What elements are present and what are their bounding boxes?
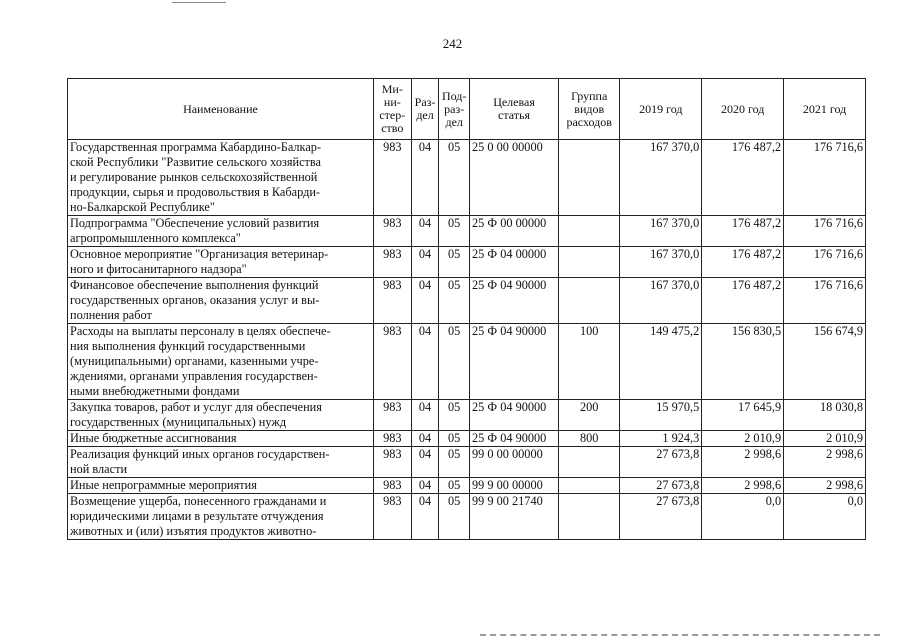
header-2020: 2020 год	[702, 79, 784, 140]
scan-artifact-top	[172, 2, 226, 5]
row-name: Государственная программа Кабардино-Балкар- ской Республики "Развитие сельского хозяйства и регулирование рынков сельскохозяйственной продукции, сырья и продовольствия в Кабарди- но-Балкарской Республике"	[68, 140, 374, 216]
row-2021: 176 716,6	[784, 278, 866, 324]
row-subsection: 05	[439, 247, 470, 278]
row-name: Закупка товаров, работ и услуг для обеспечения государственных (муниципальных) нужд	[68, 400, 374, 431]
table-row	[68, 478, 866, 494]
row-expense-group	[559, 478, 620, 494]
budget-table	[67, 78, 866, 540]
row-ministry: 983	[373, 247, 411, 278]
row-expense-group: 800	[559, 431, 620, 447]
row-subsection: 05	[439, 494, 470, 540]
row-2019: 149 475,2	[620, 324, 702, 400]
header-subsection: Под- раз- дел	[439, 79, 470, 140]
row-ministry: 983	[373, 400, 411, 431]
table-row	[68, 494, 866, 540]
table-row	[68, 431, 866, 447]
row-target: 25 0 00 00000	[470, 140, 559, 216]
row-2020: 176 487,2	[702, 278, 784, 324]
page-number: 242	[442, 36, 463, 51]
row-section: 04	[411, 247, 439, 278]
row-ministry: 983	[373, 431, 411, 447]
row-2019: 27 673,8	[620, 478, 702, 494]
table-row	[68, 247, 866, 278]
row-2019: 15 970,5	[620, 400, 702, 431]
row-ministry: 983	[373, 278, 411, 324]
row-2019: 27 673,8	[620, 494, 702, 540]
row-2021: 2 010,9	[784, 431, 866, 447]
header-2021: 2021 год	[784, 79, 866, 140]
row-ministry: 983	[373, 324, 411, 400]
row-subsection: 05	[439, 431, 470, 447]
row-2020: 176 487,2	[702, 247, 784, 278]
row-name: Реализация функций иных органов государствен- ной власти	[68, 447, 374, 478]
row-name: Финансовое обеспечение выполнения функций государственных органов, оказания услуг и вы- полнения работ	[68, 278, 374, 324]
header-name: Наименование	[68, 79, 374, 140]
row-2021: 176 716,6	[784, 247, 866, 278]
row-2019: 167 370,0	[620, 140, 702, 216]
row-expense-group	[559, 447, 620, 478]
header-target: Целевая статья	[470, 79, 559, 140]
row-target: 25 Ф 04 90000	[470, 324, 559, 400]
row-section: 04	[411, 278, 439, 324]
row-section: 04	[411, 431, 439, 447]
row-2019: 1 924,3	[620, 431, 702, 447]
header-ministry: Ми- ни- стер- ство	[373, 79, 411, 140]
row-ministry: 983	[373, 216, 411, 247]
row-name: Иные бюджетные ассигнования	[68, 431, 374, 447]
row-expense-group	[559, 216, 620, 247]
row-section: 04	[411, 324, 439, 400]
row-subsection: 05	[439, 447, 470, 478]
header-row	[68, 79, 866, 140]
row-subsection: 05	[439, 324, 470, 400]
row-2020: 17 645,9	[702, 400, 784, 431]
row-section: 04	[411, 494, 439, 540]
table-row	[68, 400, 866, 431]
row-2020: 2 010,9	[702, 431, 784, 447]
header-expense-group: Группа видов расходов	[559, 79, 620, 140]
row-2020: 176 487,2	[702, 216, 784, 247]
row-section: 04	[411, 216, 439, 247]
row-section: 04	[411, 140, 439, 216]
row-subsection: 05	[439, 216, 470, 247]
row-2019: 167 370,0	[620, 278, 702, 324]
row-2019: 167 370,0	[620, 247, 702, 278]
table-row	[68, 216, 866, 247]
table-row	[68, 324, 866, 400]
table-row	[68, 447, 866, 478]
row-2021: 176 716,6	[784, 216, 866, 247]
row-subsection: 05	[439, 140, 470, 216]
row-target: 25 Ф 04 90000	[470, 278, 559, 324]
row-2019: 167 370,0	[620, 216, 702, 247]
row-2021: 2 998,6	[784, 447, 866, 478]
row-target: 25 Ф 04 00000	[470, 247, 559, 278]
table-header	[68, 79, 866, 140]
row-2021: 18 030,8	[784, 400, 866, 431]
row-target: 25 Ф 04 90000	[470, 431, 559, 447]
row-name: Возмещение ущерба, понесенного гражданами и юридическими лицами в результате отчуждения животных и (или) изъятия продуктов животно-	[68, 494, 374, 540]
row-2020: 2 998,6	[702, 478, 784, 494]
row-2021: 156 674,9	[784, 324, 866, 400]
row-ministry: 983	[373, 447, 411, 478]
row-subsection: 05	[439, 278, 470, 324]
row-name: Подпрограмма "Обеспечение условий развития агропромышленного комплекса"	[68, 216, 374, 247]
row-target: 99 0 00 00000	[470, 447, 559, 478]
row-subsection: 05	[439, 400, 470, 431]
row-section: 04	[411, 478, 439, 494]
scan-artifact-bottom	[480, 634, 880, 639]
row-2019: 27 673,8	[620, 447, 702, 478]
row-ministry: 983	[373, 478, 411, 494]
row-expense-group	[559, 247, 620, 278]
row-target: 25 Ф 00 00000	[470, 216, 559, 247]
row-target: 99 9 00 21740	[470, 494, 559, 540]
row-expense-group: 100	[559, 324, 620, 400]
row-expense-group	[559, 140, 620, 216]
row-name: Основное мероприятие "Организация ветеринар- ного и фитосанитарного надзора"	[68, 247, 374, 278]
header-2019: 2019 год	[620, 79, 702, 140]
table-row	[68, 140, 866, 216]
row-2021: 0,0	[784, 494, 866, 540]
row-expense-group	[559, 278, 620, 324]
row-expense-group: 200	[559, 400, 620, 431]
row-2020: 2 998,6	[702, 447, 784, 478]
row-section: 04	[411, 447, 439, 478]
row-name: Иные непрограммные мероприятия	[68, 478, 374, 494]
header-section: Раз- дел	[411, 79, 439, 140]
row-target: 25 Ф 04 90000	[470, 400, 559, 431]
row-expense-group	[559, 494, 620, 540]
row-2021: 176 716,6	[784, 140, 866, 216]
row-ministry: 983	[373, 140, 411, 216]
table-body	[68, 140, 866, 540]
row-2021: 2 998,6	[784, 478, 866, 494]
row-2020: 176 487,2	[702, 140, 784, 216]
row-ministry: 983	[373, 494, 411, 540]
row-name: Расходы на выплаты персоналу в целях обеспече- ния выполнения функций государственными (муниципальными) органами, казенными учре- ждениями, органами управления государствен- ными внебюджетными фондами	[68, 324, 374, 400]
row-section: 04	[411, 400, 439, 431]
row-target: 99 9 00 00000	[470, 478, 559, 494]
row-2020: 156 830,5	[702, 324, 784, 400]
table-row	[68, 278, 866, 324]
row-2020: 0,0	[702, 494, 784, 540]
row-subsection: 05	[439, 478, 470, 494]
